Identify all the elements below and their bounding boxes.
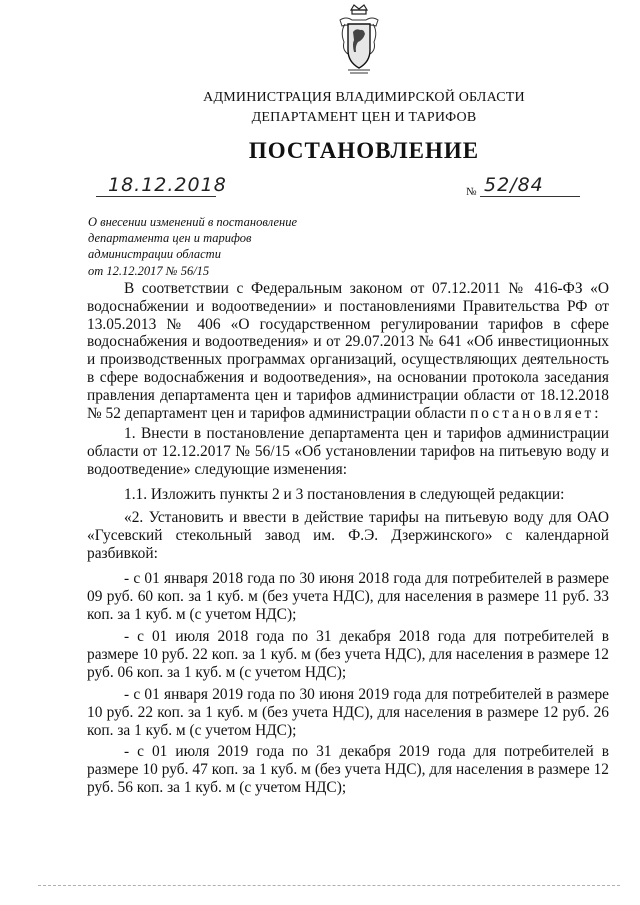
subject-line: О внесении изменений в постановление bbox=[88, 215, 298, 229]
item-1-1-text: 1.1. Изложить пункты 2 и 3 постановления в следующей редакции: bbox=[124, 486, 565, 503]
subject-line: департамента цен и тарифов bbox=[88, 231, 252, 246]
tariff-text: - с 01 января 2018 года по 30 июня 2018 года для потребителей в размере 09 руб. 60 коп. за 1 куб. м (без учета НДС), для населения в размере 11 руб. 33 коп. за 1 куб. м (с учетом НДС); bbox=[87, 570, 609, 623]
tariff-text: - с 01 января 2019 года по 30 июня 2019 года для потребителей в размере 10 руб. 22 коп. за 1 куб. м (без учета НДС), для населения в размере 12 руб. 26 коп. за 1 куб. м (с учетом НДС); bbox=[87, 686, 609, 739]
org-name-line-2: ДЕПАРТАМЕНТ ЦЕН И ТАРИФОВ bbox=[251, 110, 477, 125]
item-1-paragraph bbox=[87, 425, 609, 478]
number-prefix: № bbox=[466, 186, 477, 198]
preamble-paragraph bbox=[87, 280, 609, 422]
item-2-text: «2. Установить и ввести в действие тарифы на питьевую воду для ОАО «Гусевский стекольный завод им. Ф.Э. Дзержинского» с календарной разбивкой: bbox=[87, 509, 609, 562]
document-date: 18.12.2018 bbox=[108, 174, 227, 196]
subject-block bbox=[88, 214, 348, 279]
tariff-period-4 bbox=[87, 743, 609, 796]
tariff-text: - с 01 июля 2018 года по 31 декабря 2018 года для потребителей в размере 10 руб. 22 коп. за 1 куб. м (без учета НДС), для населения в размере 12 руб. 06 коп. за 1 куб. м (с учетом НДС); bbox=[87, 628, 609, 681]
item-1-text: 1. Внести в постановление департамента цен и тарифов администрации области от 12.12.2017 № 56/15 «Об установлении тарифов на питьевую воду и водоотведение» следующие изменения: bbox=[87, 425, 609, 478]
coat-of-arms-icon bbox=[336, 4, 382, 76]
tariff-period-3 bbox=[87, 686, 609, 739]
tariff-text: - с 01 июля 2019 года по 31 декабря 2019 года для потребителей в размере 10 руб. 47 коп. за 1 куб. м (без учета НДС), для населения в размере 12 руб. 56 коп. за 1 куб. м (с учетом НДС); bbox=[87, 743, 609, 796]
tariff-period-2 bbox=[87, 628, 609, 681]
resolves-word: постановляет: bbox=[470, 404, 602, 422]
date-underline bbox=[96, 196, 216, 197]
tariff-period-1 bbox=[87, 570, 609, 623]
preamble-text: В соответствии с Федеральным законом от 07.12.2011 № 416-ФЗ «О водоснабжении и водоотведении» и постановлениями Правительства РФ от 13.05.2013 № 406 «О государственном регулировании тарифов в сфере водоснабжения и водоотведения» и от 29.07.2013 № 641 «Об инвестиционных и производственных программах организаций, осуществляющих деятельность в сфере водоснабжения и водоотведения», на основании протокола заседания правления департамента цен и тарифов администрации области от 18.12.2018 № 52 департамент цен и тарифов администрации области bbox=[87, 280, 609, 422]
subject-line: администрации области bbox=[88, 247, 221, 262]
item-2-paragraph bbox=[87, 509, 609, 562]
item-1-1-paragraph bbox=[87, 486, 609, 504]
document-title: ПОСТАНОВЛЕНИЕ bbox=[248, 138, 480, 163]
document-number: 52/84 bbox=[484, 174, 544, 196]
subject-line: от 12.12.2017 № 56/15 bbox=[88, 263, 210, 278]
org-name-line-1: АДМИНИСТРАЦИЯ ВЛАДИМИРСКОЙ ОБЛАСТИ bbox=[203, 90, 525, 105]
number-underline bbox=[480, 196, 580, 197]
footer-rule bbox=[38, 885, 620, 886]
